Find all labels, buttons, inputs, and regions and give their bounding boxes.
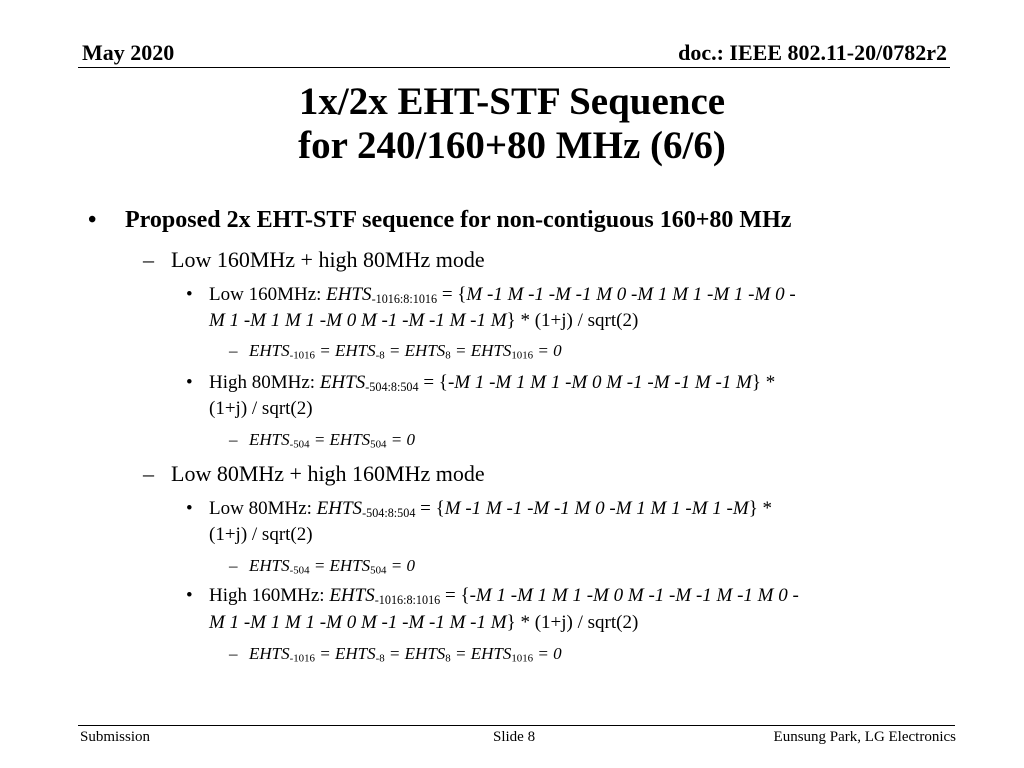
dash-marker: –: [229, 644, 238, 663]
bullet-marker: •: [186, 372, 193, 393]
mode1-low-zero-tones: $EHTS_{-1016}$ = $EHTS_{-8}$ = $EHTS_8$ = $EHTS_{1016} = 0$: [249, 341, 562, 362]
mode1-high-line-2: (1+j) / sqrt(2): [209, 398, 313, 419]
footer-author: Eunsung Park, LG Electronics: [773, 729, 956, 745]
dash-marker: –: [229, 556, 238, 575]
slide-title-line-2: for 240/160+80 MHz (6/6): [298, 124, 726, 167]
header-date: May 2020: [82, 40, 175, 65]
footer-submission: Submission: [80, 729, 151, 745]
bullet-marker: •: [186, 284, 193, 305]
mode1-low-line-2: M 1 -M 1 M 1 -M 0 M -1 -M -1 M -1 M} * (1+j) / sqrt(2): [209, 310, 639, 331]
dash-marker: –: [229, 341, 238, 360]
mode2-label: Low 80MHz + high 160MHz mode: [171, 461, 485, 486]
bullet-marker: •: [186, 498, 193, 519]
main-bullet-text: Proposed 2x EHT-STF sequence for non-contiguous 160+80 MHz: [125, 207, 792, 233]
mode2-low-line-2: (1+j) / sqrt(2): [209, 524, 313, 545]
mode1-high-line-1: High 80MHz: $EHTS_{-504:8:504} = \{-M$ 1 -M 1 M 1 -M 0 M -1 -M -1 M -1 M} *: [209, 372, 776, 395]
mode1-high-zero-tones: $EHTS_{-504}$ = $EHTS_{504} = 0$: [249, 430, 415, 451]
mode2-low-line-1: Low 80MHz: $EHTS_{-504:8:504} = \{M$ -1 M -1 -M -1 M 0 -M 1 M 1 -M 1 -M} *: [209, 498, 773, 521]
bullet-marker: •: [88, 207, 97, 233]
dash-marker: –: [143, 461, 154, 486]
dash-marker: –: [143, 247, 154, 272]
header-divider: [78, 67, 950, 68]
slide-title: [0, 80, 1024, 168]
dash-marker: –: [229, 430, 238, 449]
mode2-high-line-2: M 1 -M 1 M 1 -M 0 M -1 -M -1 M -1 M} * (1+j) / sqrt(2): [209, 612, 639, 633]
header-doc-id: doc.: IEEE 802.11-20/0782r2: [678, 40, 947, 65]
mode1-label: Low 160MHz + high 80MHz mode: [171, 247, 485, 272]
footer-divider: [78, 725, 955, 726]
mode2-high-line-1: High 160MHz: $EHTS_{-1016:8:1016} = \{-M$ 1 -M 1 M 1 -M 0 M -1 -M -1 M -1 M 0 -: [209, 585, 799, 608]
slide-title-line-1: 1x/2x EHT-STF Sequence: [298, 80, 726, 123]
mode2-high-zero-tones: $EHTS_{-1016}$ = $EHTS_{-8}$ = $EHTS_8$ = $EHTS_{1016} = 0$: [249, 644, 562, 665]
bullet-marker: •: [186, 585, 193, 606]
mode2-low-zero-tones: $EHTS_{-504}$ = $EHTS_{504} = 0$: [249, 556, 415, 577]
footer-slide-number: Slide 8: [493, 729, 536, 745]
mode1-low-line-1: Low 160MHz: $EHTS_{-1016:8:1016} = \{M$ -1 M -1 -M -1 M 0 -M 1 M 1 -M 1 -M 0 -: [209, 284, 796, 307]
